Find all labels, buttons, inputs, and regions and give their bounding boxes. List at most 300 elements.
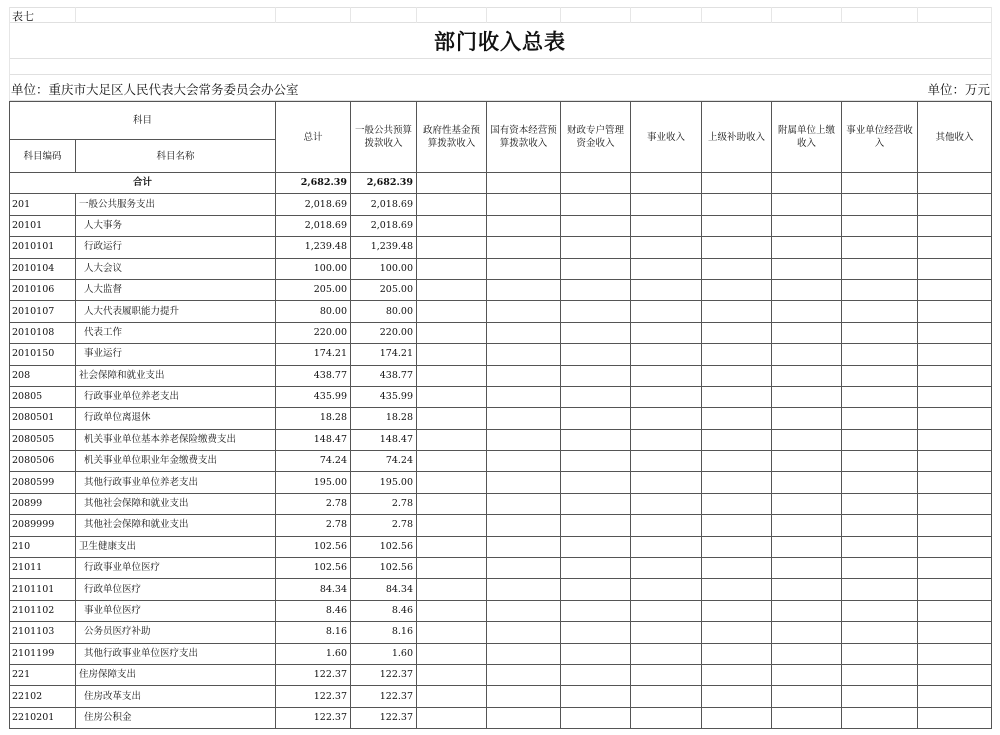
empty-cell xyxy=(561,279,631,300)
empty-cell xyxy=(702,365,772,386)
row-code: 2089999 xyxy=(10,515,76,536)
empty-cell xyxy=(561,686,631,707)
empty-cell xyxy=(417,515,487,536)
empty-cell xyxy=(417,194,487,215)
empty-cell xyxy=(417,215,487,236)
header-other: 其他收入 xyxy=(918,102,992,173)
empty-cell xyxy=(631,173,702,194)
unit-currency: 单位：万元 xyxy=(927,82,990,97)
empty-cell xyxy=(918,237,992,258)
empty-cell xyxy=(772,686,842,707)
empty-cell xyxy=(702,194,772,215)
row-code: 201 xyxy=(10,194,76,215)
row-general-budget: 195.00 xyxy=(351,472,417,493)
empty-cell xyxy=(918,322,992,343)
empty-cell xyxy=(487,472,561,493)
empty-cell xyxy=(631,643,702,664)
empty-cell xyxy=(842,237,918,258)
grid-line xyxy=(9,7,991,8)
table-row xyxy=(10,707,992,728)
table-row xyxy=(10,600,992,621)
grid-line xyxy=(350,7,351,23)
empty-cell xyxy=(561,386,631,407)
empty-cell xyxy=(487,386,561,407)
empty-cell xyxy=(842,622,918,643)
empty-cell xyxy=(842,301,918,322)
table-row xyxy=(10,429,992,450)
row-general-budget: 2.78 xyxy=(351,493,417,514)
empty-cell xyxy=(702,408,772,429)
empty-cell xyxy=(772,322,842,343)
row-name: 事业单位医疗 xyxy=(76,600,276,621)
empty-cell xyxy=(417,536,487,557)
empty-cell xyxy=(702,600,772,621)
empty-cell xyxy=(417,643,487,664)
grid-line xyxy=(771,7,772,23)
empty-cell xyxy=(918,493,992,514)
empty-cell xyxy=(918,451,992,472)
row-general-budget: 102.56 xyxy=(351,536,417,557)
empty-cell xyxy=(918,344,992,365)
row-total: 220.00 xyxy=(276,322,351,343)
empty-cell xyxy=(417,173,487,194)
empty-cell xyxy=(772,664,842,685)
grid-line xyxy=(701,7,702,23)
empty-cell xyxy=(842,707,918,728)
empty-cell xyxy=(631,365,702,386)
empty-cell xyxy=(842,536,918,557)
empty-cell xyxy=(702,258,772,279)
empty-cell xyxy=(631,707,702,728)
row-code: 2080599 xyxy=(10,472,76,493)
row-code: 2010101 xyxy=(10,237,76,258)
row-total: 102.56 xyxy=(276,558,351,579)
row-code: 2101103 xyxy=(10,622,76,643)
row-total: 100.00 xyxy=(276,258,351,279)
empty-cell xyxy=(417,664,487,685)
empty-cell xyxy=(631,515,702,536)
empty-cell xyxy=(702,237,772,258)
empty-cell xyxy=(842,643,918,664)
empty-cell xyxy=(772,579,842,600)
header-code: 科目编码 xyxy=(10,140,76,173)
empty-cell xyxy=(918,472,992,493)
empty-cell xyxy=(842,472,918,493)
empty-cell xyxy=(487,536,561,557)
empty-cell xyxy=(487,194,561,215)
empty-cell xyxy=(918,579,992,600)
table-row xyxy=(10,279,992,300)
empty-cell xyxy=(631,279,702,300)
row-code: 2101101 xyxy=(10,579,76,600)
row-total: 438.77 xyxy=(276,365,351,386)
empty-cell xyxy=(842,279,918,300)
row-name: 其他行政事业单位医疗支出 xyxy=(76,643,276,664)
empty-cell xyxy=(487,429,561,450)
empty-cell xyxy=(417,279,487,300)
empty-cell xyxy=(487,237,561,258)
empty-cell xyxy=(561,515,631,536)
empty-cell xyxy=(417,386,487,407)
empty-cell xyxy=(631,258,702,279)
empty-cell xyxy=(561,622,631,643)
row-name: 住房改革支出 xyxy=(76,686,276,707)
empty-cell xyxy=(417,322,487,343)
empty-cell xyxy=(842,515,918,536)
header-affiliated: 附属单位上缴收入 xyxy=(772,102,842,173)
row-name: 机关事业单位职业年金缴费支出 xyxy=(76,451,276,472)
row-code: 20805 xyxy=(10,386,76,407)
row-general-budget: 122.37 xyxy=(351,686,417,707)
empty-cell xyxy=(842,322,918,343)
row-total: 2,018.69 xyxy=(276,215,351,236)
table-row xyxy=(10,472,992,493)
empty-cell xyxy=(487,451,561,472)
header-state-capital: 国有资本经营预算拨款收入 xyxy=(487,102,561,173)
empty-cell xyxy=(417,344,487,365)
empty-cell xyxy=(772,558,842,579)
empty-cell xyxy=(561,215,631,236)
empty-cell xyxy=(561,536,631,557)
row-total: 1.60 xyxy=(276,643,351,664)
empty-cell xyxy=(417,365,487,386)
unit-organization: 单位：重庆市大足区人民代表大会常务委员会办公室 xyxy=(11,82,299,97)
table-row xyxy=(10,237,992,258)
row-general-budget: 1.60 xyxy=(351,643,417,664)
empty-cell xyxy=(918,258,992,279)
empty-cell xyxy=(487,322,561,343)
empty-cell xyxy=(417,600,487,621)
row-general-budget: 220.00 xyxy=(351,322,417,343)
row-general-budget: 102.56 xyxy=(351,558,417,579)
row-name: 人大代表履职能力提升 xyxy=(76,301,276,322)
row-name: 住房公积金 xyxy=(76,707,276,728)
empty-cell xyxy=(772,237,842,258)
empty-cell xyxy=(918,664,992,685)
empty-cell xyxy=(631,451,702,472)
empty-cell xyxy=(561,365,631,386)
empty-cell xyxy=(561,707,631,728)
empty-cell xyxy=(631,579,702,600)
row-name: 其他社会保障和就业支出 xyxy=(76,515,276,536)
empty-cell xyxy=(631,344,702,365)
empty-cell xyxy=(487,622,561,643)
row-name: 人大监督 xyxy=(76,279,276,300)
table-row xyxy=(10,686,992,707)
empty-cell xyxy=(561,664,631,685)
empty-cell xyxy=(561,429,631,450)
row-total: 102.56 xyxy=(276,536,351,557)
empty-cell xyxy=(487,558,561,579)
empty-cell xyxy=(918,301,992,322)
empty-cell xyxy=(772,365,842,386)
row-total: 122.37 xyxy=(276,664,351,685)
row-general-budget: 174.21 xyxy=(351,344,417,365)
empty-cell xyxy=(702,301,772,322)
income-summary-table xyxy=(9,101,992,729)
empty-cell xyxy=(842,451,918,472)
empty-cell xyxy=(487,579,561,600)
empty-cell xyxy=(772,194,842,215)
row-name: 行政事业单位医疗 xyxy=(76,558,276,579)
empty-cell xyxy=(918,173,992,194)
row-general-budget: 438.77 xyxy=(351,365,417,386)
empty-cell xyxy=(918,215,992,236)
row-name: 人大会议 xyxy=(76,258,276,279)
table-row xyxy=(10,194,992,215)
empty-cell xyxy=(842,558,918,579)
empty-cell xyxy=(918,365,992,386)
empty-cell xyxy=(702,515,772,536)
row-general-budget: 8.16 xyxy=(351,622,417,643)
row-code: 22102 xyxy=(10,686,76,707)
empty-cell xyxy=(702,664,772,685)
empty-cell xyxy=(487,258,561,279)
empty-cell xyxy=(702,279,772,300)
table-row xyxy=(10,622,992,643)
empty-cell xyxy=(772,451,842,472)
empty-cell xyxy=(417,622,487,643)
row-general-budget: 2,018.69 xyxy=(351,215,417,236)
empty-cell xyxy=(417,408,487,429)
row-name: 住房保障支出 xyxy=(76,664,276,685)
empty-cell xyxy=(561,322,631,343)
empty-cell xyxy=(702,579,772,600)
sheet-tag: 表七 xyxy=(12,10,34,23)
row-total: 1,239.48 xyxy=(276,237,351,258)
empty-cell xyxy=(772,279,842,300)
empty-cell xyxy=(487,664,561,685)
empty-cell xyxy=(417,686,487,707)
row-code: 208 xyxy=(10,365,76,386)
empty-cell xyxy=(702,322,772,343)
row-code: 2101102 xyxy=(10,600,76,621)
empty-cell xyxy=(918,408,992,429)
row-general-budget: 1,239.48 xyxy=(351,237,417,258)
table-row xyxy=(10,643,992,664)
empty-cell xyxy=(417,472,487,493)
empty-cell xyxy=(561,451,631,472)
empty-cell xyxy=(772,600,842,621)
empty-cell xyxy=(631,408,702,429)
grid-line xyxy=(9,58,991,59)
empty-cell xyxy=(561,472,631,493)
empty-cell xyxy=(772,408,842,429)
empty-cell xyxy=(918,622,992,643)
row-total: 195.00 xyxy=(276,472,351,493)
empty-cell xyxy=(561,194,631,215)
total-general-budget: 2,682.39 xyxy=(351,173,417,194)
row-general-budget: 8.46 xyxy=(351,600,417,621)
row-total: 122.37 xyxy=(276,686,351,707)
row-code: 2010150 xyxy=(10,344,76,365)
row-general-budget: 205.00 xyxy=(351,279,417,300)
row-general-budget: 74.24 xyxy=(351,451,417,472)
row-code: 20101 xyxy=(10,215,76,236)
empty-cell xyxy=(631,215,702,236)
empty-cell xyxy=(561,558,631,579)
row-name: 其他行政事业单位养老支出 xyxy=(76,472,276,493)
row-code: 2010104 xyxy=(10,258,76,279)
empty-cell xyxy=(631,536,702,557)
grid-line xyxy=(275,7,276,23)
empty-cell xyxy=(842,600,918,621)
row-total: 2,018.69 xyxy=(276,194,351,215)
row-total: 174.21 xyxy=(276,344,351,365)
empty-cell xyxy=(772,344,842,365)
row-total: 435.99 xyxy=(276,386,351,407)
empty-cell xyxy=(417,451,487,472)
empty-cell xyxy=(631,386,702,407)
row-total: 80.00 xyxy=(276,301,351,322)
empty-cell xyxy=(918,600,992,621)
row-general-budget: 122.37 xyxy=(351,707,417,728)
grid-line xyxy=(9,22,991,23)
empty-cell xyxy=(842,215,918,236)
row-code: 20899 xyxy=(10,493,76,514)
empty-cell xyxy=(487,279,561,300)
empty-cell xyxy=(561,344,631,365)
empty-cell xyxy=(772,707,842,728)
empty-cell xyxy=(702,493,772,514)
row-code: 2010108 xyxy=(10,322,76,343)
empty-cell xyxy=(417,579,487,600)
table-row xyxy=(10,365,992,386)
row-total: 2.78 xyxy=(276,515,351,536)
empty-cell xyxy=(487,301,561,322)
empty-cell xyxy=(772,258,842,279)
header-operating: 事业单位经营收入 xyxy=(842,102,918,173)
row-general-budget: 100.00 xyxy=(351,258,417,279)
empty-cell xyxy=(702,686,772,707)
total-label: 合计 xyxy=(10,173,276,194)
empty-cell xyxy=(487,643,561,664)
empty-cell xyxy=(772,429,842,450)
grid-line xyxy=(75,7,76,23)
empty-cell xyxy=(487,686,561,707)
empty-cell xyxy=(772,493,842,514)
empty-cell xyxy=(631,558,702,579)
empty-cell xyxy=(417,429,487,450)
empty-cell xyxy=(631,322,702,343)
grid-line xyxy=(630,7,631,23)
empty-cell xyxy=(631,237,702,258)
table-row xyxy=(10,579,992,600)
empty-cell xyxy=(702,536,772,557)
page-title: 部门收入总表 xyxy=(434,29,566,54)
row-name: 其他社会保障和就业支出 xyxy=(76,493,276,514)
empty-cell xyxy=(561,408,631,429)
empty-cell xyxy=(631,600,702,621)
row-total: 2.78 xyxy=(276,493,351,514)
empty-cell xyxy=(487,365,561,386)
empty-cell xyxy=(702,622,772,643)
row-total: 74.24 xyxy=(276,451,351,472)
table-row xyxy=(10,664,992,685)
grid-line xyxy=(9,74,991,75)
total-total: 2,682.39 xyxy=(276,173,351,194)
empty-cell xyxy=(842,429,918,450)
empty-cell xyxy=(918,686,992,707)
table-row xyxy=(10,344,992,365)
empty-cell xyxy=(702,215,772,236)
empty-cell xyxy=(702,707,772,728)
grid-line xyxy=(841,7,842,23)
table-row xyxy=(10,322,992,343)
empty-cell xyxy=(561,600,631,621)
row-name: 机关事业单位基本养老保险缴费支出 xyxy=(76,429,276,450)
row-general-budget: 80.00 xyxy=(351,301,417,322)
empty-cell xyxy=(631,686,702,707)
empty-cell xyxy=(842,258,918,279)
empty-cell xyxy=(487,215,561,236)
row-name: 代表工作 xyxy=(76,322,276,343)
empty-cell xyxy=(561,301,631,322)
empty-cell xyxy=(918,643,992,664)
empty-cell xyxy=(702,386,772,407)
table-row xyxy=(10,215,992,236)
empty-cell xyxy=(918,279,992,300)
empty-cell xyxy=(702,344,772,365)
empty-cell xyxy=(561,643,631,664)
row-total: 8.16 xyxy=(276,622,351,643)
empty-cell xyxy=(842,194,918,215)
row-total: 122.37 xyxy=(276,707,351,728)
empty-cell xyxy=(842,173,918,194)
row-code: 2210201 xyxy=(10,707,76,728)
empty-cell xyxy=(561,579,631,600)
empty-cell xyxy=(842,664,918,685)
table-row xyxy=(10,536,992,557)
row-name: 事业运行 xyxy=(76,344,276,365)
empty-cell xyxy=(842,365,918,386)
empty-cell xyxy=(417,707,487,728)
empty-cell xyxy=(561,173,631,194)
grid-line xyxy=(486,7,487,23)
empty-cell xyxy=(772,515,842,536)
empty-cell xyxy=(918,536,992,557)
row-name: 行政单位医疗 xyxy=(76,579,276,600)
empty-cell xyxy=(631,194,702,215)
empty-cell xyxy=(842,686,918,707)
empty-cell xyxy=(842,386,918,407)
row-total: 205.00 xyxy=(276,279,351,300)
row-code: 2101199 xyxy=(10,643,76,664)
empty-cell xyxy=(561,237,631,258)
empty-cell xyxy=(918,515,992,536)
empty-cell xyxy=(772,622,842,643)
empty-cell xyxy=(631,301,702,322)
table-row xyxy=(10,258,992,279)
table-row xyxy=(10,301,992,322)
empty-cell xyxy=(561,258,631,279)
empty-cell xyxy=(772,472,842,493)
header-total: 总计 xyxy=(276,102,351,173)
table-row xyxy=(10,451,992,472)
empty-cell xyxy=(631,472,702,493)
empty-cell xyxy=(702,451,772,472)
row-general-budget: 18.28 xyxy=(351,408,417,429)
header-general-budget: 一般公共预算拨款收入 xyxy=(351,102,417,173)
row-code: 2010107 xyxy=(10,301,76,322)
empty-cell xyxy=(918,429,992,450)
empty-cell xyxy=(417,558,487,579)
row-name: 行政单位离退休 xyxy=(76,408,276,429)
empty-cell xyxy=(772,386,842,407)
empty-cell xyxy=(487,707,561,728)
grid-line xyxy=(416,7,417,23)
row-general-budget: 148.47 xyxy=(351,429,417,450)
